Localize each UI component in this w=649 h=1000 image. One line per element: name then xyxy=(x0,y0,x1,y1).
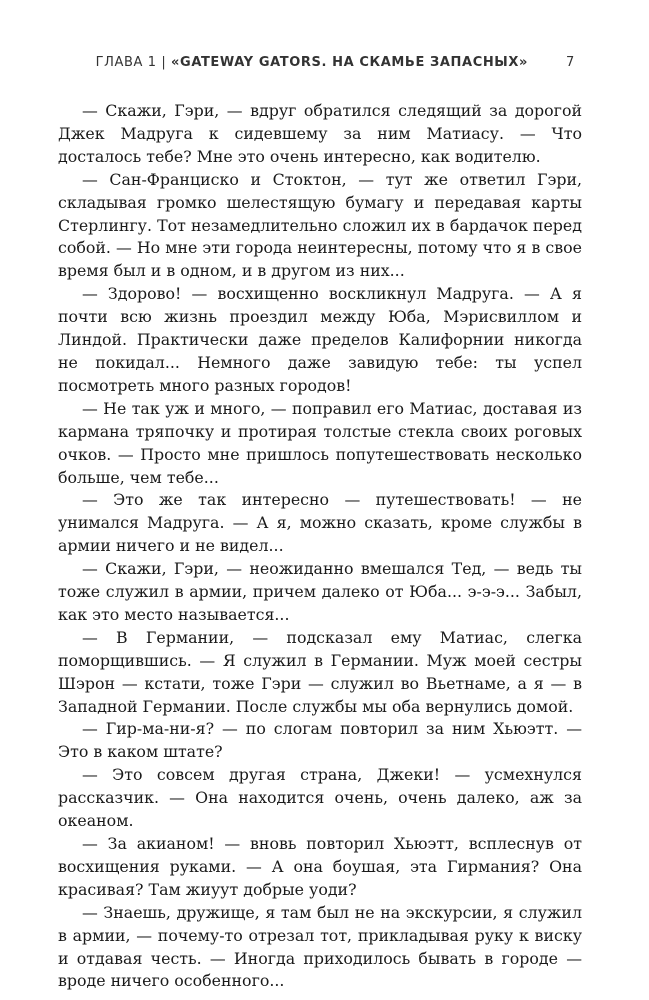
chapter-title: «GATEWAY GATORS. НА СКАМЬЕ ЗАПАСНЫХ» xyxy=(171,55,528,70)
paragraph: — В Германии, — подсказал ему Матиас, слегка поморщившись. — Я служил в Германии. Муж моей сестры Шэрон — кстати, тоже Гэри — служил во Вьетнаме, а я — в Западной Германии. После службы мы оба вернулись домой. xyxy=(58,627,582,716)
page-number: 7 xyxy=(566,55,575,70)
paragraph: — Здорово! — восхищенно воскликнул Мадруга. — А я почти всю жизнь проездил между Юба, Мэрисвиллом и Линдой. Практически даже пределов Калифорнии никогда не покидал... Немного даже завидую тебе: ты успел посмотреть много разных городов! xyxy=(58,284,582,395)
running-head xyxy=(96,55,528,70)
page-body xyxy=(58,100,582,993)
paragraph: — Сан-Франциско и Стоктон, — тут же ответил Гэри, складывая громко шелестящую бумагу и передавая карты Стерлингу. Тот незамедлительно сложил их в бардачок перед собой. — Но мне эти города неинтересны, потому что я в свое время был и в одном, и в другом из них... xyxy=(58,169,582,281)
header-separator: | xyxy=(156,55,172,70)
paragraph: — Гир-ма-ни-я? — по слогам повторил за ним Хьюэтт. — Это в каком штате? xyxy=(58,719,582,762)
paragraph: — Не так уж и много, — поправил его Матиас, доставая из кармана тряпочку и протирая толстые стекла своих роговых очков. — Просто мне пришлось попутешествовать несколько больше, чем тебе... xyxy=(58,398,582,487)
paragraph: — Это совсем другая страна, Джеки! — усмехнулся рассказчик. — Она находится очень, очень далеко, аж за океаном. xyxy=(58,765,582,831)
paragraph: — Скажи, Гэри, — неожиданно вмешался Тед, — ведь ты тоже служил в армии, причем далеко от Юба... э-э-э... Забыл, как это место называется... xyxy=(58,559,582,624)
paragraph: — За акианом! — вновь повторил Хьюэтт, всплеснув от восхищения руками. — А она боушая, эта Гирмания? Она красивая? Там жиуут добрые уоди? xyxy=(58,834,582,899)
paragraph: — Знаешь, дружище, я там был не на экскурсии, я служил в армии, — почему-то отрезал тот, прикладывая руку к виску и отдавая честь. — Иногда приходилось бывать в городе — вроде ничего особенного... xyxy=(58,902,582,991)
paragraph: — Скажи, Гэри, — вдруг обратился следящий за дорогой Джек Мадруга к сидевшему за ним Матиасу. — Что досталось тебе? Мне это очень интересно, как водителю. xyxy=(58,101,582,166)
chapter-label: ГЛАВА 1 xyxy=(95,55,157,70)
paragraph: — Это же так интересно — путешествовать! — не унимался Мадруга. — А я, можно сказать, кроме службы в армии ничего и не видел... xyxy=(58,490,582,556)
running-header xyxy=(0,55,649,77)
